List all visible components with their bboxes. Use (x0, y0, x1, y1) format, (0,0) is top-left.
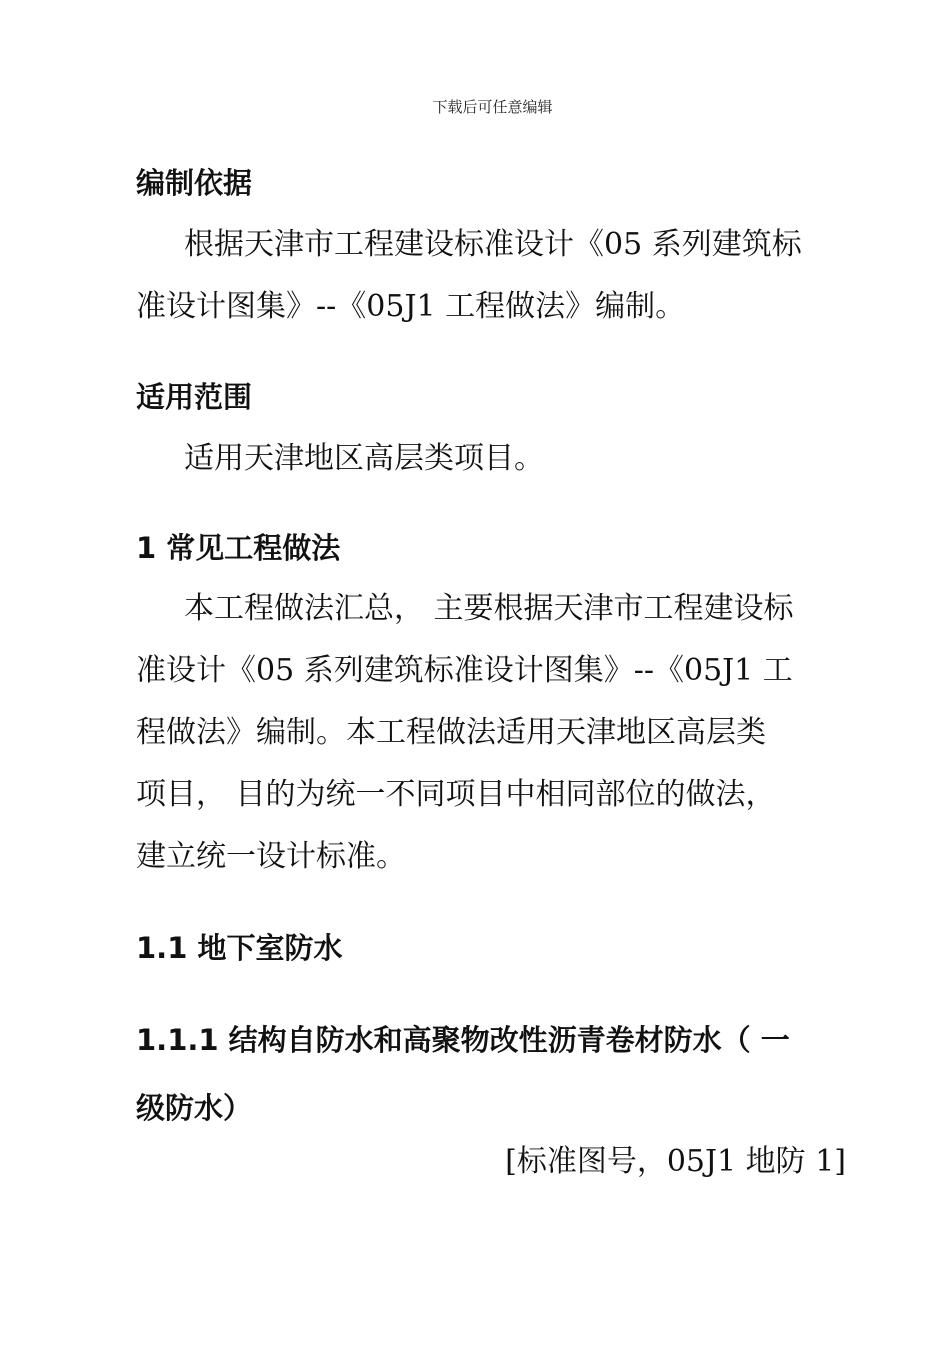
heading-line: 1.1.1 结构自防水和高聚物改性沥青卷材防水（ 一 (136, 1023, 790, 1057)
text-line: 程做法》编制。本工程做法适用天津地区高层类 (136, 715, 766, 750)
section-heading-common: 1 常见工程做法 (136, 531, 341, 565)
section-heading-waterproof: 1.1 地下室防水 (136, 931, 343, 965)
section-body-scope (136, 428, 848, 490)
section-heading-waterproof-1 (136, 1006, 848, 1142)
text-line: 建立统一设计标准。 (136, 839, 406, 874)
text-line: 准设计图集》--《05J1 工程做法》编制。 (136, 289, 686, 324)
header-note: 下载后可任意编辑 (432, 98, 553, 116)
section-body-common (136, 578, 848, 888)
text-line: 适用天津地区高层类项目。 (184, 441, 544, 476)
text-line: 本工程做法汇总， 主要根据天津市工程建设标 (184, 591, 794, 626)
section-body-basis (136, 214, 848, 338)
text-line: 根据天津市工程建设标准设计《05 系列建筑标 (184, 227, 802, 262)
text-line: 准设计《05 系列建筑标准设计图集》--《05J1 工 (136, 653, 793, 688)
standard-reference: [标准图号，05J1 地防 1] (505, 1144, 846, 1179)
text-line: 项目， 目的为统一不同项目中相同部位的做法， (136, 777, 776, 812)
section-heading-basis: 编制依据 (136, 166, 253, 200)
section-heading-scope: 适用范围 (136, 380, 253, 414)
heading-line: 级防水） (136, 1091, 253, 1125)
